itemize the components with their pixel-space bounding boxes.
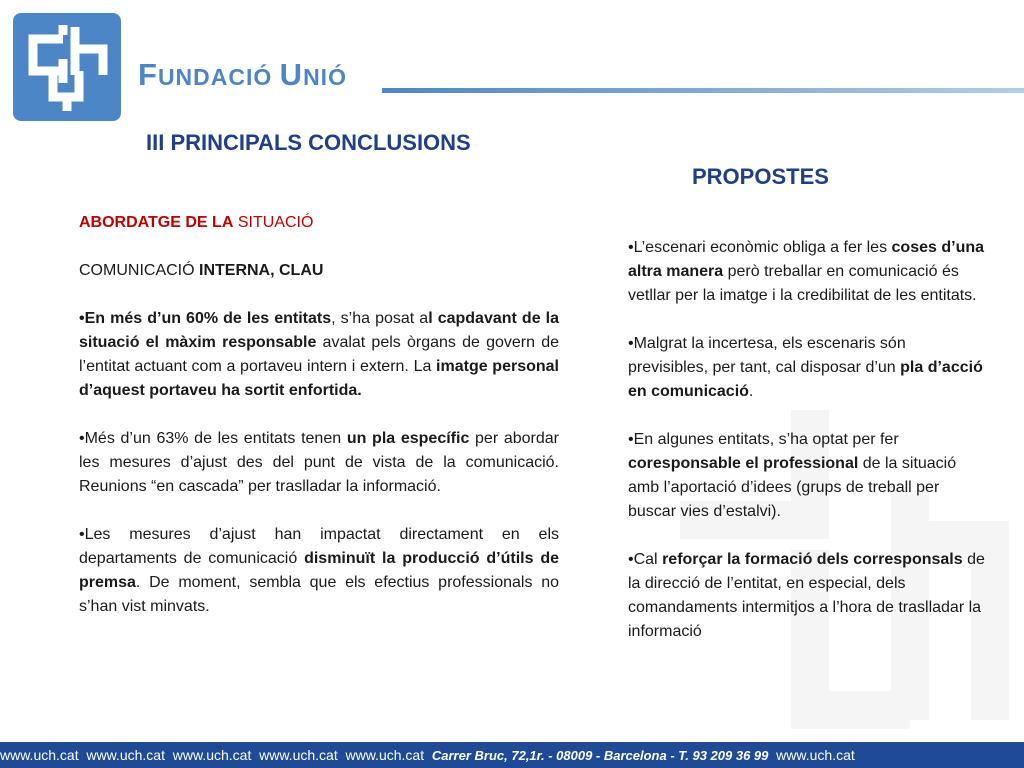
text-run: avalat pels òrgans de govern de l’entitat actuant com a portaveu intern i extern. La	[79, 334, 559, 375]
heading-abordatge	[79, 211, 559, 235]
bold-text-run: un pla específic	[346, 430, 470, 447]
brand-name	[138, 57, 347, 93]
conclusion-paragraph	[79, 307, 559, 403]
footer-bar	[0, 742, 1024, 768]
footer-link[interactable]: www.uch.cat	[259, 747, 338, 763]
text-run: •En algunes entitats, s’ha optat per fer	[628, 431, 899, 448]
brand-initial-u: U	[279, 57, 304, 92]
section-title: III PRINCIPALS CONCLUSIONS	[146, 130, 471, 155]
text-run: .	[748, 383, 754, 400]
bold-text-run: •En més d’un 60% de les entitats	[79, 310, 332, 327]
heading-abordatge-bold: ABORDATGE DE LA	[79, 214, 234, 231]
bold-text-run: reforçar la formació dels corresponsals	[662, 551, 963, 568]
text-run: però treballar en comunicació és vetllar per la imatge i la credibilitat de les entitats.	[628, 263, 977, 304]
footer-link[interactable]: www.uch.cat	[172, 747, 252, 763]
footer-link[interactable]: www.uch.cat	[776, 747, 855, 763]
heading-abordatge-rest: SITUACIÓ	[233, 214, 314, 231]
conclusion-paragraph	[79, 523, 559, 619]
text-run: •Les mesures d’ajust han impactat directament en els departaments de comunicació	[79, 526, 559, 567]
propostes-title: PROPOSTES	[692, 164, 829, 189]
footer-link[interactable]: www.uch.cat	[345, 747, 425, 763]
uch-logo-icon	[13, 13, 121, 121]
text-run: per abordar les mesures d’ajust des del punt de vista de la comunicació. Reunions “en cascada” per traslladar la informació.	[79, 430, 559, 495]
heading-comunicacio-bold: INTERNA, CLAU	[199, 262, 324, 279]
text-run: •Cal	[628, 551, 663, 568]
bold-text-run: imatge personal d’aquest portaveu ha sortit enfortida.	[79, 358, 559, 399]
text-run: de la situació amb l’aportació d’idees (grups de treball per buscar vies d’estalvi).	[628, 455, 957, 520]
text-run: •Malgrat la incertesa, els escenaris són previsibles, per tant, cal disposar d’un	[628, 335, 906, 376]
text-run: •L’escenari econòmic obliga a fer les	[628, 239, 892, 256]
brand-part-2: NIÓ	[303, 64, 347, 90]
conclusions-column	[79, 211, 559, 619]
text-run: , s’ha posat a	[331, 310, 429, 327]
proposta-paragraph	[628, 428, 988, 524]
text-run: de la direcció de l’entitat, en especial, dels comandaments intermitjos a l’hora de traslladar la informació	[628, 551, 985, 640]
footer-link[interactable]: www.uch.cat	[0, 747, 79, 763]
bold-text-run: coses d’una altra manera	[628, 239, 985, 280]
proposta-paragraph	[628, 548, 988, 644]
brand-part-1: UNDACIÓ	[157, 64, 280, 90]
footer-link[interactable]: www.uch.cat	[86, 747, 165, 763]
header-rule	[382, 88, 1024, 93]
conclusion-paragraph	[79, 427, 559, 499]
bold-text-run: pla d’acció en comunicació	[628, 359, 983, 400]
proposta-paragraph	[628, 332, 988, 404]
text-run: •Més d’un 63% de les entitats tenen	[79, 430, 347, 447]
bold-text-run: l capdavant de la situació el màxim responsable	[79, 310, 560, 351]
footer-address: Carrer Bruc, 72,1r. - 08009 - Barcelona - T. 93 209 36 99	[431, 748, 769, 763]
text-run: . De moment, sembla que els efectius professionals no s’han vist minvats.	[79, 574, 559, 615]
brand-initial-f: F	[138, 57, 158, 92]
heading-comunicacio	[79, 259, 559, 283]
bold-text-run: disminuït la producció d’útils de premsa	[79, 550, 559, 591]
proposta-paragraph	[628, 236, 988, 308]
bold-text-run: coresponsable el professional	[628, 455, 859, 472]
propostes-column	[628, 236, 988, 644]
heading-comunicacio-plain: COMUNICACIÓ	[79, 262, 199, 279]
